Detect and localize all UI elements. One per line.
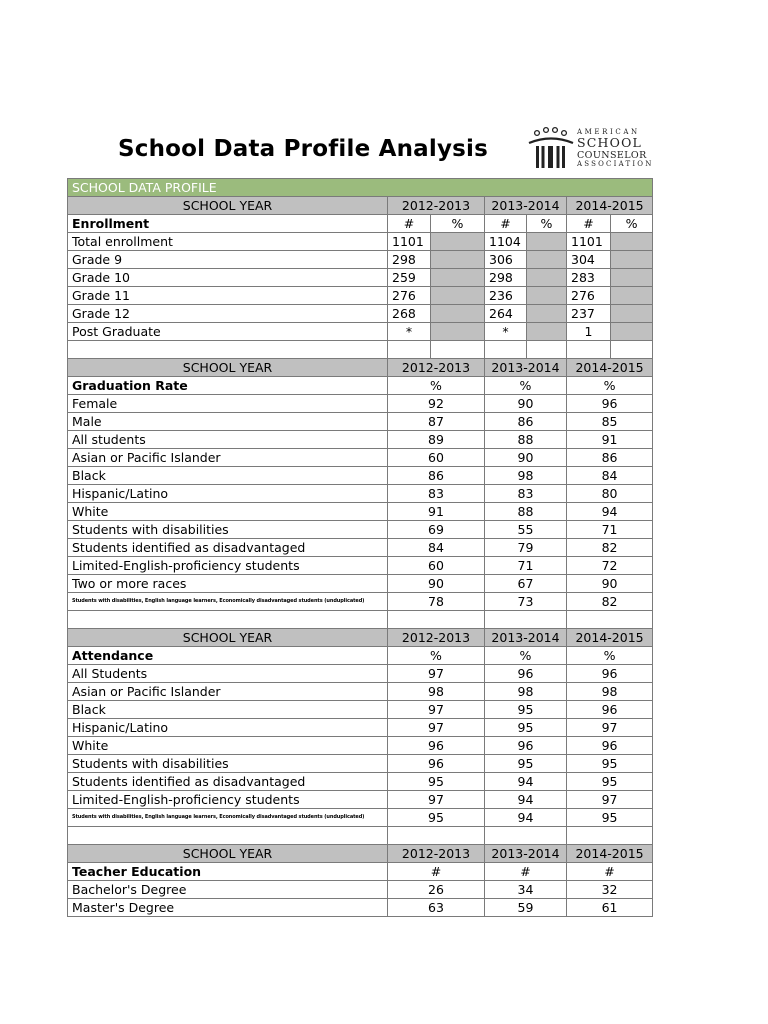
blank-cell: [567, 611, 653, 629]
graduation-rate-row: [68, 521, 653, 539]
unit-column-header: %: [567, 377, 653, 395]
enrollment-percent-cell: [611, 287, 653, 305]
school-year-label: SCHOOL YEAR: [68, 359, 388, 377]
teacher-education-value-cell: 26: [388, 881, 485, 899]
row-label: Students identified as disadvantaged: [68, 773, 388, 791]
graduation-rate-value-cell: 90: [567, 575, 653, 593]
row-label: All Students: [68, 665, 388, 683]
row-label: Students with disabilities, English language learners, Economically disadvantaged students (unduplicated): [68, 809, 388, 827]
enrollment-count-cell: *: [388, 323, 431, 341]
graduation-rate-value-cell: 96: [567, 395, 653, 413]
attendance-row: [68, 791, 653, 809]
row-label: Hispanic/Latino: [68, 485, 388, 503]
enrollment-percent-cell: [527, 269, 567, 287]
blank-cell: [527, 341, 567, 359]
enrollment-count-cell: 264: [485, 305, 527, 323]
row-label: Students with disabilities: [68, 755, 388, 773]
enrollment-percent-cell: [431, 305, 485, 323]
attendance-value-cell: 95: [567, 773, 653, 791]
percent-column-header: %: [611, 215, 653, 233]
graduation-rate-value-cell: 83: [388, 485, 485, 503]
section-banner: SCHOOL DATA PROFILE: [68, 179, 653, 197]
enrollment-count-cell: 268: [388, 305, 431, 323]
blank-cell: [485, 341, 527, 359]
graduation-rate-value-cell: 79: [485, 539, 567, 557]
enrollment-row: [68, 305, 653, 323]
section-label-graduation-rate: Graduation Rate: [68, 377, 388, 395]
year-header: 2013-2014: [485, 629, 567, 647]
year-header: 2013-2014: [485, 359, 567, 377]
enrollment-subheader-row: [68, 215, 653, 233]
graduation-rate-row: [68, 503, 653, 521]
enrollment-count-cell: 237: [567, 305, 611, 323]
row-label: Bachelor's Degree: [68, 881, 388, 899]
attendance-value-cell: 96: [388, 737, 485, 755]
school-year-header-row: [68, 197, 653, 215]
section-label-teacher-education: Teacher Education: [68, 863, 388, 881]
graduation-rate-value-cell: 82: [567, 539, 653, 557]
enrollment-count-cell: 1: [567, 323, 611, 341]
teacher-education-value-cell: 59: [485, 899, 567, 917]
blank-row: [68, 341, 653, 359]
graduation-rate-row: [68, 413, 653, 431]
graduation-rate-row: [68, 557, 653, 575]
percent-column-header: %: [527, 215, 567, 233]
attendance-row: [68, 683, 653, 701]
blank-cell: [431, 341, 485, 359]
graduation-rate-row: [68, 539, 653, 557]
blank-cell: [68, 827, 388, 845]
unit-column-header: %: [388, 647, 485, 665]
row-label: Post Graduate: [68, 323, 388, 341]
year-header: 2013-2014: [485, 197, 567, 215]
graduation-rate-value-cell: 90: [388, 575, 485, 593]
blank-cell: [68, 341, 388, 359]
year-header: 2013-2014: [485, 845, 567, 863]
attendance-value-cell: 98: [567, 683, 653, 701]
school-year-label: SCHOOL YEAR: [68, 197, 388, 215]
enrollment-row: [68, 287, 653, 305]
enrollment-row: [68, 269, 653, 287]
attendance-value-cell: 94: [485, 791, 567, 809]
enrollment-percent-cell: [611, 269, 653, 287]
graduation-rate-value-cell: 87: [388, 413, 485, 431]
school-year-header-row: [68, 629, 653, 647]
attendance-value-cell: 96: [567, 737, 653, 755]
asca-logo: [527, 125, 655, 175]
enrollment-count-cell: 298: [485, 269, 527, 287]
row-label: Grade 9: [68, 251, 388, 269]
graduation-rate-row: [68, 431, 653, 449]
unit-column-header: %: [485, 377, 567, 395]
enrollment-percent-cell: [527, 233, 567, 251]
enrollment-count-cell: 276: [388, 287, 431, 305]
section-label-attendance: Attendance: [68, 647, 388, 665]
graduation-rate-value-cell: 83: [485, 485, 567, 503]
count-column-header: #: [485, 215, 527, 233]
enrollment-percent-cell: [611, 323, 653, 341]
unit-column-header: %: [485, 647, 567, 665]
graduation-rate-value-cell: 72: [567, 557, 653, 575]
unit-column-header: %: [388, 377, 485, 395]
graduation-rate-row: [68, 467, 653, 485]
attendance-subheader-row: [68, 647, 653, 665]
year-header: 2012-2013: [388, 197, 485, 215]
attendance-value-cell: 95: [485, 719, 567, 737]
attendance-value-cell: 96: [485, 737, 567, 755]
attendance-value-cell: 95: [485, 701, 567, 719]
graduation-rate-value-cell: 78: [388, 593, 485, 611]
row-label: Grade 12: [68, 305, 388, 323]
attendance-value-cell: 97: [567, 719, 653, 737]
row-label: White: [68, 503, 388, 521]
enrollment-count-cell: 276: [567, 287, 611, 305]
graduation-rate-value-cell: 67: [485, 575, 567, 593]
unit-column-header: #: [388, 863, 485, 881]
enrollment-percent-cell: [611, 305, 653, 323]
blank-cell: [68, 611, 388, 629]
graduation-rate-value-cell: 84: [567, 467, 653, 485]
enrollment-count-cell: 1104: [485, 233, 527, 251]
row-label: All students: [68, 431, 388, 449]
graduation-rate-value-cell: 98: [485, 467, 567, 485]
percent-column-header: %: [431, 215, 485, 233]
attendance-value-cell: 96: [485, 665, 567, 683]
enrollment-percent-cell: [431, 269, 485, 287]
enrollment-count-cell: 304: [567, 251, 611, 269]
enrollment-percent-cell: [527, 305, 567, 323]
attendance-value-cell: 95: [567, 755, 653, 773]
teacher-education-row: [68, 881, 653, 899]
enrollment-count-cell: 298: [388, 251, 431, 269]
teacher-education-row: [68, 899, 653, 917]
row-label: Asian or Pacific Islander: [68, 449, 388, 467]
blank-cell: [567, 827, 653, 845]
graduation-rate-value-cell: 73: [485, 593, 567, 611]
attendance-value-cell: 97: [567, 791, 653, 809]
graduation-rate-row: [68, 449, 653, 467]
graduation-rate-value-cell: 88: [485, 431, 567, 449]
graduation-rate-value-cell: 60: [388, 557, 485, 575]
enrollment-count-cell: 1101: [388, 233, 431, 251]
blank-cell: [567, 341, 611, 359]
graduation-rate-value-cell: 88: [485, 503, 567, 521]
count-column-header: #: [388, 215, 431, 233]
graduation-rate-value-cell: 69: [388, 521, 485, 539]
unit-column-header: #: [567, 863, 653, 881]
year-header: 2012-2013: [388, 845, 485, 863]
unit-column-header: %: [567, 647, 653, 665]
enrollment-percent-cell: [431, 251, 485, 269]
enrollment-percent-cell: [527, 251, 567, 269]
blank-cell: [485, 827, 567, 845]
graduation-rate-value-cell: 94: [567, 503, 653, 521]
blank-cell: [388, 827, 485, 845]
teacher-education-value-cell: 32: [567, 881, 653, 899]
attendance-value-cell: 95: [567, 809, 653, 827]
row-label: Limited-English-proficiency students: [68, 557, 388, 575]
graduation-rate-value-cell: 91: [388, 503, 485, 521]
enrollment-count-cell: 259: [388, 269, 431, 287]
graduation-rate-value-cell: 55: [485, 521, 567, 539]
enrollment-count-cell: 283: [567, 269, 611, 287]
attendance-value-cell: 94: [485, 809, 567, 827]
logo-line-4: ASSOCIATION: [577, 160, 654, 168]
logo-line-1: AMERICAN: [577, 128, 640, 136]
graduation-rate-value-cell: 90: [485, 449, 567, 467]
school-year-header-row: [68, 359, 653, 377]
graduation-rate-value-cell: 71: [567, 521, 653, 539]
attendance-value-cell: 94: [485, 773, 567, 791]
row-label: Black: [68, 701, 388, 719]
logo-line-3: COUNSELOR: [577, 149, 647, 161]
count-column-header: #: [567, 215, 611, 233]
year-header: 2014-2015: [567, 629, 653, 647]
school-year-label: SCHOOL YEAR: [68, 845, 388, 863]
attendance-row: [68, 755, 653, 773]
attendance-row: [68, 773, 653, 791]
row-label: Asian or Pacific Islander: [68, 683, 388, 701]
blank-cell: [485, 611, 567, 629]
row-label: Grade 11: [68, 287, 388, 305]
graduation-rate-value-cell: 89: [388, 431, 485, 449]
year-header: 2012-2013: [388, 359, 485, 377]
year-header: 2014-2015: [567, 845, 653, 863]
row-label: Hispanic/Latino: [68, 719, 388, 737]
enrollment-percent-cell: [431, 233, 485, 251]
graduation-rate-value-cell: 80: [567, 485, 653, 503]
enrollment-percent-cell: [431, 287, 485, 305]
unit-column-header: #: [485, 863, 567, 881]
graduation-rate-value-cell: 86: [567, 449, 653, 467]
attendance-value-cell: 96: [567, 665, 653, 683]
year-header: 2014-2015: [567, 197, 653, 215]
row-label: White: [68, 737, 388, 755]
graduation-rate-row: [68, 485, 653, 503]
attendance-value-cell: 97: [388, 719, 485, 737]
attendance-value-cell: 97: [388, 791, 485, 809]
graduation-rate-value-cell: 60: [388, 449, 485, 467]
enrollment-percent-cell: [611, 233, 653, 251]
graduation-rate-value-cell: 85: [567, 413, 653, 431]
enrollment-row: [68, 323, 653, 341]
graduation-rate-row: [68, 575, 653, 593]
enrollment-percent-cell: [611, 251, 653, 269]
attendance-row: [68, 719, 653, 737]
enrollment-count-cell: 306: [485, 251, 527, 269]
teacher-education-value-cell: 61: [567, 899, 653, 917]
graduation-rate-row: [68, 593, 653, 611]
graduation-rate-row: [68, 395, 653, 413]
blank-row: [68, 827, 653, 845]
row-label: Students identified as disadvantaged: [68, 539, 388, 557]
graduation-rate-value-cell: 86: [388, 467, 485, 485]
row-label: Black: [68, 467, 388, 485]
graduation-rate-value-cell: 90: [485, 395, 567, 413]
attendance-row: [68, 701, 653, 719]
graduation-rate-value-cell: 86: [485, 413, 567, 431]
attendance-value-cell: 96: [388, 755, 485, 773]
graduation-rate-subheader-row: [68, 377, 653, 395]
blank-cell: [611, 341, 653, 359]
row-label: Total enrollment: [68, 233, 388, 251]
graduation-rate-value-cell: 92: [388, 395, 485, 413]
enrollment-row: [68, 251, 653, 269]
attendance-row: [68, 737, 653, 755]
enrollment-percent-cell: [527, 323, 567, 341]
enrollment-count-cell: 236: [485, 287, 527, 305]
teacher-education-value-cell: 34: [485, 881, 567, 899]
blank-cell: [388, 341, 431, 359]
blank-row: [68, 611, 653, 629]
year-header: 2012-2013: [388, 629, 485, 647]
graduation-rate-value-cell: 91: [567, 431, 653, 449]
page-title: School Data Profile Analysis: [118, 136, 489, 162]
asca-logo-icon: [527, 125, 575, 173]
attendance-row: [68, 665, 653, 683]
graduation-rate-value-cell: 82: [567, 593, 653, 611]
attendance-value-cell: 96: [567, 701, 653, 719]
logo-line-2: SCHOOL: [577, 135, 643, 150]
enrollment-row: [68, 233, 653, 251]
teacher-education-subheader-row: [68, 863, 653, 881]
row-label: Students with disabilities: [68, 521, 388, 539]
row-label: Students with disabilities, English language learners, Economically disadvantaged students (unduplicated): [68, 593, 388, 611]
attendance-row: [68, 809, 653, 827]
attendance-value-cell: 97: [388, 701, 485, 719]
enrollment-count-cell: 1101: [567, 233, 611, 251]
school-data-profile-table: [67, 178, 653, 917]
row-label: Master's Degree: [68, 899, 388, 917]
row-label: Two or more races: [68, 575, 388, 593]
graduation-rate-value-cell: 84: [388, 539, 485, 557]
row-label: Female: [68, 395, 388, 413]
attendance-value-cell: 97: [388, 665, 485, 683]
section-label-enrollment: Enrollment: [68, 215, 388, 233]
attendance-value-cell: 98: [485, 683, 567, 701]
attendance-value-cell: 95: [388, 809, 485, 827]
row-label: Limited-English-proficiency students: [68, 791, 388, 809]
school-year-header-row: [68, 845, 653, 863]
attendance-value-cell: 95: [485, 755, 567, 773]
enrollment-count-cell: *: [485, 323, 527, 341]
attendance-value-cell: 95: [388, 773, 485, 791]
graduation-rate-value-cell: 71: [485, 557, 567, 575]
teacher-education-value-cell: 63: [388, 899, 485, 917]
enrollment-percent-cell: [527, 287, 567, 305]
row-label: Male: [68, 413, 388, 431]
row-label: Grade 10: [68, 269, 388, 287]
enrollment-percent-cell: [431, 323, 485, 341]
blank-cell: [388, 611, 485, 629]
school-year-label: SCHOOL YEAR: [68, 629, 388, 647]
attendance-value-cell: 98: [388, 683, 485, 701]
year-header: 2014-2015: [567, 359, 653, 377]
